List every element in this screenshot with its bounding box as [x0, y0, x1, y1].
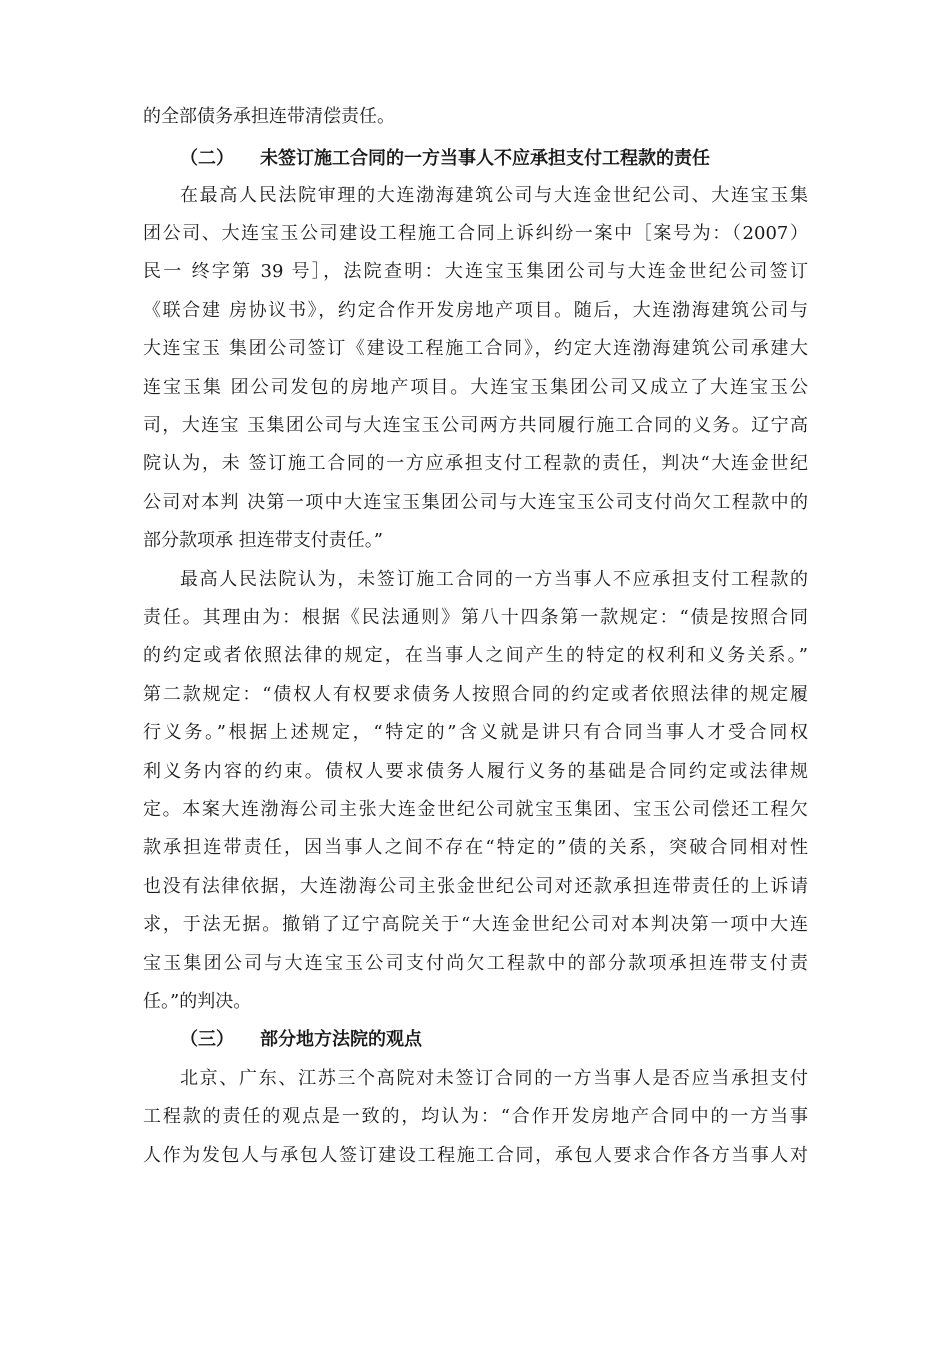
paragraph-line: 求，于法无据。撤销了辽宁高院关于“大连金世纪公司对本判决第一项中大连	[143, 914, 808, 935]
paragraph-line: 司，大连宝 玉集团公司与大连宝玉公司两方共同履行施工合同的义务。辽宁高	[143, 415, 808, 436]
paragraph-line: 的全部债务承担连带清偿责任。	[143, 106, 395, 127]
paragraph-line: 在最高人民法院审理的大连渤海建筑公司与大连金世纪公司、大连宝玉集	[180, 185, 808, 206]
paragraph-line: 款承担连带责任，因当事人之间不存在“特定的”债的关系，突破合同相对性	[143, 837, 808, 858]
paragraph-line: 人作为发包人与承包人签订建设工程施工合同，承包人要求合作各方当事人对	[143, 1145, 808, 1166]
paragraph-line: 团公司、大连宝玉公司建设工程施工合同上诉纠纷一案中［案号为：（2007）	[143, 223, 808, 244]
paragraph-line: 院认为，未 签订施工合同的一方应承担支付工程款的责任，判决“大连金世纪	[143, 453, 808, 474]
paragraph-line: 最高人民法院认为，未签订施工合同的一方当事人不应承担支付工程款的	[180, 569, 808, 590]
section-title: 部分地方法院的观点	[260, 1029, 422, 1050]
paragraph-line: 北京、广东、江苏三个高院对未签订合同的一方当事人是否应当承担支付	[180, 1068, 808, 1089]
paragraph-line: 也没有法律依据，大连渤海公司主张金世纪公司对还款承担连带责任的上诉请	[143, 876, 808, 897]
section-number: （三）	[180, 1029, 234, 1050]
section-title: 未签订施工合同的一方当事人不应承担支付工程款的责任	[260, 148, 710, 169]
paragraph-line: 部分款项承 担连带支付责任。”	[143, 530, 383, 551]
paragraph-line: 《联合建 房协议书》，约定合作开发房地产项目。随后，大连渤海建筑公司与	[143, 300, 808, 321]
section-heading-3	[180, 1025, 480, 1055]
section-heading-2	[180, 144, 740, 174]
paragraph-line: 利义务内容的约束。债权人要求债务人履行义务的基础是合同约定或法律规	[143, 761, 808, 782]
section-number: （二）	[180, 148, 234, 169]
paragraph-line: 第二款规定：“债权人有权要求债务人按照合同的约定或者依照法律的规定履	[143, 684, 808, 705]
paragraph-line: 宝玉集团公司与大连宝玉公司支付尚欠工程款中的部分款项承担连带支付责	[143, 953, 808, 974]
paragraph-line: 连宝玉集 团公司发包的房地产项目。大连宝玉集团公司又成立了大连宝玉公	[143, 377, 808, 398]
paragraph-line: 大连宝玉 集团公司签订《建设工程施工合同》，约定大连渤海建筑公司承建大	[143, 338, 808, 359]
paragraph-line: 工程款的责任的观点是一致的，均认为：“合作开发房地产合同中的一方当事	[143, 1106, 808, 1127]
paragraph-line: 责任。其理由为：根据《民法通则》第八十四条第一款规定：“债是按照合同	[143, 607, 808, 628]
paragraph-line: 行义务。”根据上述规定，“特定的”含义就是讲只有合同当事人才受合同权	[143, 722, 808, 743]
paragraph-line: 民一 终字第 39 号］，法院查明：大连宝玉集团公司与大连金世纪公司签订	[143, 261, 808, 282]
paragraph-line: 公司对本判 决第一项中大连宝玉集团公司与大连宝玉公司支付尚欠工程款中的	[143, 492, 808, 513]
paragraph-line: 任。”的判决。	[143, 991, 252, 1012]
paragraph-line: 定。本案大连渤海公司主张大连金世纪公司就宝玉集团、宝玉公司偿还工程欠	[143, 799, 808, 820]
paragraph-line: 的约定或者依照法律的规定，在当事人之间产生的特定的权利和义务关系。”	[143, 645, 808, 666]
